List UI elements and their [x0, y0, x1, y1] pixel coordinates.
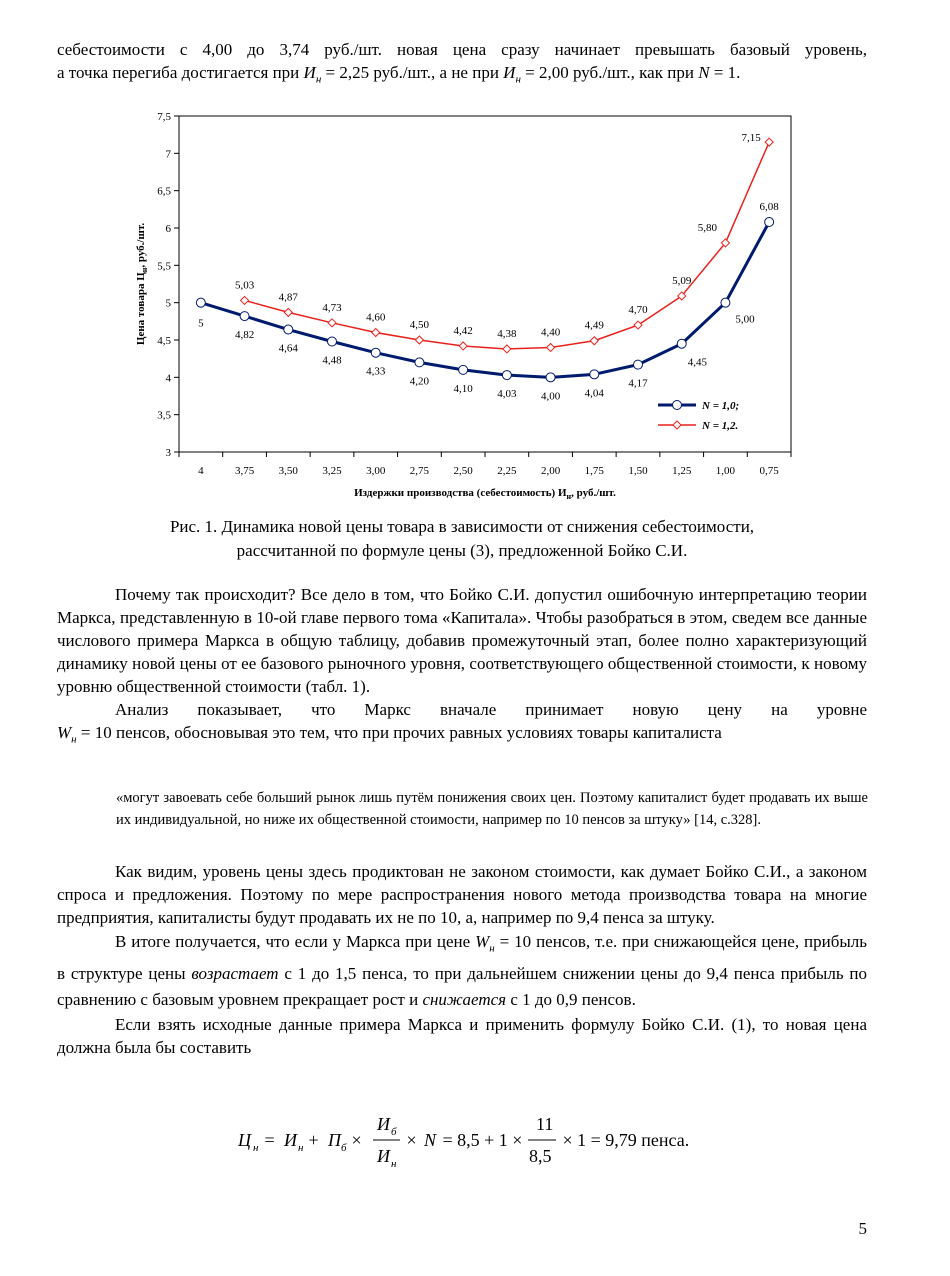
paragraph-5: Если взять исходные данные примера Маркса и применить формулу Бойко С.И. (1), то новая цена должна была бы составить [57, 1015, 867, 1058]
series-2-point [459, 342, 467, 350]
series-2-data-label: 4,49 [584, 319, 604, 332]
series-1-data-label: 5 [198, 317, 204, 330]
series-2-data-label: 5,03 [234, 279, 255, 292]
series-1-point [502, 371, 511, 380]
formula-lhs: Ц [238, 1130, 251, 1150]
x-tick-label: 3,00 [366, 465, 386, 477]
formula-mid: = 8,5 + 1 × [438, 1130, 527, 1150]
series-1-point [677, 339, 686, 348]
formula-t1-sub: н [298, 1142, 304, 1154]
marx-quote: «могут завоевать себе больший рынок лишь путём понижения своих цен. Поэтому капиталист будет продавать их выше их индивидуальной, но ниже их общественной стоимости, например по 10 пенсов за штуку» [14, с.328]. [116, 790, 868, 828]
series-1-point [240, 312, 249, 321]
y-tick-label: 5 [165, 297, 171, 310]
series-1-data-label: 4,45 [687, 356, 707, 369]
series-1-data-label: 4,03 [497, 388, 517, 401]
series-2-point [547, 343, 555, 351]
formula-numerator: И [377, 1114, 390, 1134]
series-line-2 [245, 142, 770, 349]
intro-block [57, 38, 867, 91]
x-tick-label: 1,25 [672, 465, 692, 477]
formula-denominator-2: 8,5 [529, 1146, 552, 1166]
body-block-2 [57, 860, 867, 1059]
series-2-data-label: 4,60 [366, 311, 386, 324]
x-tick-label: 3,25 [322, 465, 342, 477]
series-1-point [371, 348, 380, 357]
formula-t1: И [284, 1130, 297, 1150]
plot-area [179, 116, 791, 452]
formula-svg [238, 1110, 708, 1170]
series-1-point [721, 298, 730, 307]
formula-eq: = [260, 1130, 280, 1150]
series-2-data-label: 5,09 [672, 274, 692, 287]
series-1-data-label: 4,33 [366, 365, 386, 378]
formula-lhs-sub: н [253, 1142, 259, 1154]
series-2-point [284, 308, 292, 316]
formula-denominator: И [377, 1146, 390, 1166]
series-2-point [590, 337, 598, 345]
intro-line-2: а точка перегиба достигается при $И_н = 2,25$ руб./шт., а не при $И_н = 2,00$ руб./шт., как при N = 1. [57, 63, 741, 86]
intro-line-1: себестоимости с 4,00 до 3,74 руб./шт. новая цена сразу начинает превышать базовый уровень, [57, 40, 867, 59]
x-tick-label: 2,50 [453, 465, 473, 477]
formula-numerator-2: 11 [536, 1114, 554, 1134]
series-2-point [241, 296, 249, 304]
series-2-data-label: 4,38 [497, 327, 517, 340]
series-2-data-label: 7,15 [741, 132, 761, 145]
y-tick-label: 7,5 [157, 111, 171, 123]
series-1-point [284, 325, 293, 334]
y-tick-label: 3,5 [157, 409, 171, 422]
series-2-point [765, 138, 773, 146]
y-tick-label: 6 [165, 223, 171, 235]
legend-label-1: N = 1,0; [702, 400, 740, 412]
legend-label-2: N = 1,2. [702, 420, 739, 432]
paragraph-1: Почему так происходит? Все дело в том, что Бойко С.И. допустил ошибочную интерпретацию теории Маркса, представленную в 10-ой главе первого тома «Капитала». Чтобы разобраться в этом, сведем все данные числового примера Маркса в общую таблицу, добавив промежуточный этап, более полно характеризующий динамику новой цены от ее базового рыночного уровня, соответствующего общественной стоимости, к новому уровню общественной стоимости (табл. 1). [57, 585, 867, 696]
y-tick-label: 6,5 [157, 185, 171, 198]
series-2-point [634, 321, 642, 329]
price-formula [238, 1110, 708, 1170]
series-2-data-label: 4,40 [540, 326, 561, 339]
series-1-data-label: 4,00 [540, 390, 561, 403]
series-2-point [503, 345, 511, 353]
legend-marker-1 [673, 401, 682, 410]
series-1-data-label: 4,20 [409, 375, 430, 388]
caption-line-1: Рис. 1. Динамика новой цены товара в зависимости от снижения себестоимости, [169, 517, 755, 536]
formula-tail: × 1 = 9,79 пенса. [558, 1130, 690, 1150]
x-tick-label: 3,50 [278, 465, 298, 477]
x-axis-title: Издержки производства (себестоимость) $И_н$, руб./шт. [354, 487, 616, 501]
body-block-1 [57, 583, 867, 751]
x-tick-label: 1,75 [584, 465, 604, 477]
paragraph-3: Как видим, уровень цены здесь продиктован не законом стоимости, как думает Бойко С.И., а законом спроса и предложения. Поэтому по мере распространения нового метода производства товара на многие предприятия, капиталисты будут продавать их не по 10, а, например по 9,4 пенса за штуку. [57, 862, 867, 927]
paragraph-2-line-1: Анализ показывает, что Маркс вначале принимает новую цену на уровне [115, 700, 867, 719]
series-2-point [415, 336, 423, 344]
formula-n: N [424, 1130, 437, 1150]
series-2-point [328, 319, 336, 327]
x-tick-label: 1,50 [628, 465, 648, 477]
figure-caption [57, 515, 867, 563]
x-tick-label: 1,00 [715, 465, 736, 477]
series-1-point [634, 360, 643, 369]
formula-denominator-sub: н [391, 1158, 397, 1170]
series-1-point [546, 373, 555, 382]
series-1-data-label: 5,00 [735, 313, 755, 326]
legend-marker-2 [673, 421, 681, 429]
series-2-point [372, 329, 380, 337]
y-tick-label: 4,5 [157, 335, 171, 347]
price-dynamics-chart [131, 107, 821, 507]
formula-t2: П [328, 1130, 341, 1150]
series-1-data-label: 6,08 [759, 201, 779, 214]
series-1-data-label: 4,04 [584, 387, 604, 400]
series-1-data-label: 4,48 [322, 354, 342, 367]
series-1-point [328, 337, 337, 346]
series-1-data-label: 4,17 [628, 377, 648, 390]
series-2-data-label: 4,42 [453, 324, 473, 337]
y-tick-label: 5,5 [157, 260, 171, 273]
series-2-data-label: 4,50 [409, 319, 430, 331]
series-1-point [196, 298, 205, 307]
formula-numerator-sub: б [391, 1126, 397, 1138]
series-1-data-label: 4,64 [278, 342, 298, 355]
y-axis-title: Цена товара $Ц_н$, руб./шт. [135, 222, 149, 346]
x-tick-label: 3,75 [234, 465, 255, 477]
series-1-point [765, 218, 774, 227]
formula-plus: + [304, 1130, 324, 1150]
x-tick-label: 0,75 [759, 465, 779, 477]
x-tick-label: 2,00 [540, 465, 561, 477]
series-1-data-label: 4,10 [453, 382, 473, 395]
series-2-data-label: 5,80 [697, 221, 718, 234]
y-tick-label: 7 [165, 148, 171, 161]
series-2-data-label: 4,70 [628, 304, 648, 317]
caption-line-2: рассчитанной по формуле цены (3), предложенной Бойко С.И. [236, 541, 688, 560]
formula-times-2: × [402, 1130, 422, 1150]
formula-times-1: × [347, 1130, 367, 1150]
x-tick-label: 4 [198, 465, 204, 477]
paragraph-2-line-2: $W_н = 10$ пенсов, обосновывая это тем, что при прочих равных условиях товары капиталиста [57, 723, 722, 746]
x-tick-label: 2,75 [409, 465, 430, 477]
series-2-data-label: 4,73 [322, 301, 342, 314]
chart-svg [131, 107, 821, 507]
series-1-point [415, 358, 424, 367]
y-tick-label: 4 [165, 372, 171, 385]
paragraph-4: В итоге получается, что если у Маркса при цене $W_н = 10$ пенсов, т.е. при снижающейся цене, прибыль в структуре цены возрастает с 1 до 1,5 пенса, то при дальнейшем снижении цены до 9,4 пенса прибыль по сравнению с базовым уровнем прекращает рост и снижается с 1 до 0,9 пенсов. [57, 932, 867, 1010]
x-tick-label: 2,25 [497, 465, 517, 477]
series-1-point [590, 370, 599, 379]
series-1-point [459, 365, 468, 374]
page-number: 5 [858, 1219, 867, 1238]
formula-t2-sub: б [341, 1142, 347, 1154]
y-tick-label: 3 [165, 447, 171, 459]
series-1-data-label: 4,82 [234, 329, 255, 342]
series-2-data-label: 4,87 [278, 291, 298, 304]
